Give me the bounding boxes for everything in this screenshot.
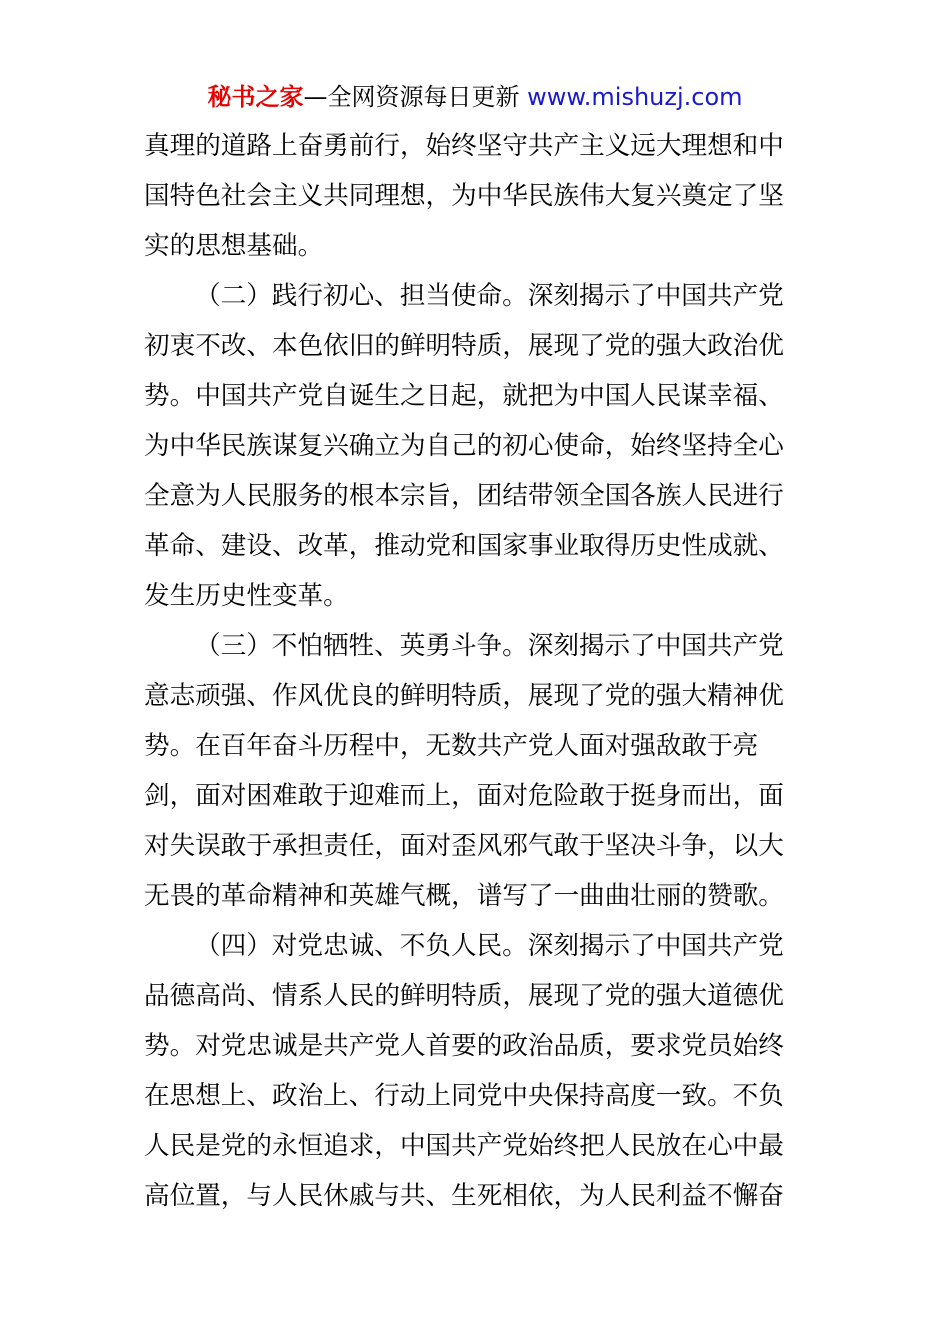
section-heading-line: （二）践行初心、担当使命。深刻揭示了中国共产党 [195, 281, 784, 311]
text-line: 对失误敢于承担责任，面对歪风邪气敢于坚决斗争，以大 [144, 831, 784, 861]
text-line: 发生历史性变革。 [144, 581, 349, 611]
text-line: 初衷不改、本色依旧的鲜明特质，展现了党的强大政治优 [144, 331, 784, 361]
text-line: 品德高尚、情系人民的鲜明特质，展现了党的强大道德优 [144, 981, 784, 1011]
text-line: 意志顽强、作风优良的鲜明特质，展现了党的强大精神优 [144, 681, 784, 711]
header-tagline: —全网资源每日更新 [303, 83, 528, 111]
text-line: 全意为人民服务的根本宗旨，团结带领全国各族人民进行 [144, 481, 784, 511]
text-line: 在思想上、政治上、行动上同党中央保持高度一致。不负 [144, 1081, 784, 1111]
brand-name: 秘书之家 [207, 83, 304, 111]
text-line: 高位置，与人民休戚与共、生死相依，为人民利益不懈奋 [144, 1181, 784, 1211]
text-line: 国特色社会主义共同理想，为中华民族伟大复兴奠定了坚 [144, 181, 784, 211]
text-line: 真理的道路上奋勇前行，始终坚守共产主义远大理想和中 [144, 131, 784, 161]
page-header [0, 80, 950, 114]
text-line: 势。在百年奋斗历程中，无数共产党人面对强敌敢于亮 [144, 731, 759, 761]
text-line: 为中华民族谋复兴确立为自己的初心使命，始终坚持全心 [144, 431, 784, 461]
section-heading-line: （四）对党忠诚、不负人民。深刻揭示了中国共产党 [195, 931, 784, 961]
section-heading-line: （三）不怕牺牲、英勇斗争。深刻揭示了中国共产党 [195, 631, 784, 661]
text-line: 实的思想基础。 [144, 231, 324, 261]
text-line: 人民是党的永恒追求，中国共产党始终把人民放在心中最 [144, 1131, 784, 1161]
document-body [144, 121, 808, 1221]
text-line: 剑，面对困难敢于迎难而上，面对危险敢于挺身而出，面 [144, 781, 784, 811]
text-line: 势。中国共产党自诞生之日起，就把为中国人民谋幸福、 [144, 381, 784, 411]
text-line: 革命、建设、改革，推动党和国家事业取得历史性成就、 [144, 531, 784, 561]
website-url[interactable]: www.mishuzj.com [527, 83, 743, 111]
text-line: 势。对党忠诚是共产党人首要的政治品质，要求党员始终 [144, 1031, 784, 1061]
text-line: 无畏的革命精神和英雄气概，谱写了一曲曲壮丽的赞歌。 [144, 881, 784, 911]
